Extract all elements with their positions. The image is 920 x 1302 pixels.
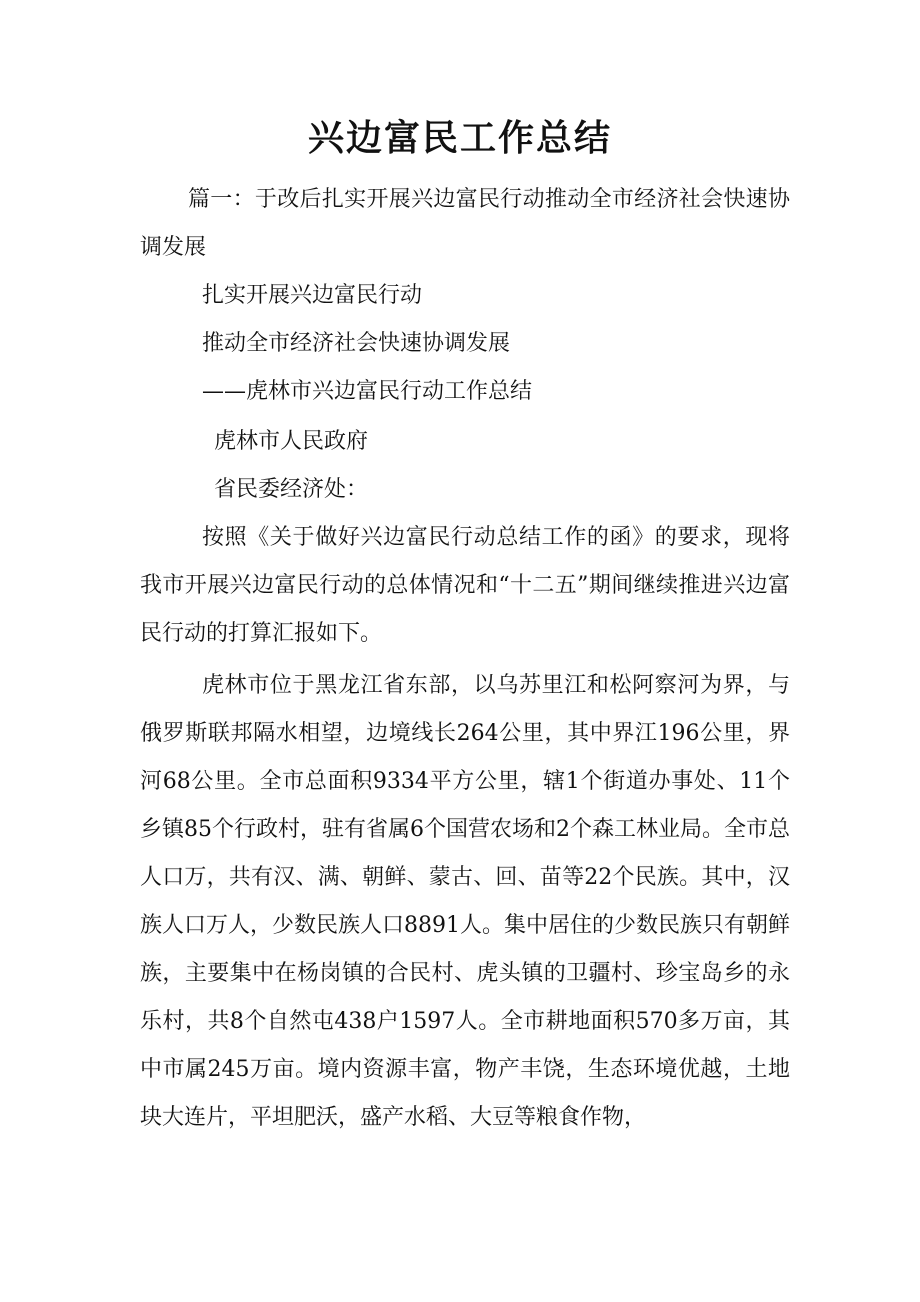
- subtitle-line-2: 推动全市经济社会快速协调发展: [202, 331, 511, 356]
- subtitle-line-1: 扎实开展兴边富民行动: [202, 283, 423, 308]
- body-paragraph-1: 按照《关于做好兴边富民行动总结工作的函》的要求，现将我市开展兴边富民行动的总体情况和“十二五”期间继续推进兴边富民行动的打算汇报如下。: [140, 525, 790, 646]
- subtitle-line-3: ——虎林市兴边富民行动工作总结: [202, 379, 533, 404]
- document-title: 兴边富民工作总结: [307, 117, 612, 159]
- author-line: 虎林市人民政府: [214, 429, 369, 454]
- body-paragraph-2: 虎林市位于黑龙江省东部，以乌苏里江和松阿察河为界，与俄罗斯联邦隔水相望，边境线长264公里，其中界江196公里，界河68公里。全市总面积9334平方公里，辖1个街道办事处、11个乡镇85个行政村，驻有省属6个国营农场和2个森工林业局。全市总人口万，共有汉、满、朝鲜、蒙古、回、苗等22个民族。其中，汉族人口万人，少数民族人口8891人。集中居住的少数民族只有朝鲜族，主要集中在杨岗镇的合民村、虎头镇的卫疆村、珍宝岛乡的永乐村，共8个自然屯438户1597人。全市耕地面积570多万亩，其中市属245万亩。境内资源丰富，物产丰饶，生态环境优越，土地块大连片，平坦肥沃，盛产水稻、大豆等粮食作物，: [140, 673, 790, 1130]
- salutation-line: 省民委经济处：: [214, 477, 369, 502]
- section-heading: 篇一：于改后扎实开展兴边富民行动推动全市经济社会快速协调发展: [140, 187, 790, 260]
